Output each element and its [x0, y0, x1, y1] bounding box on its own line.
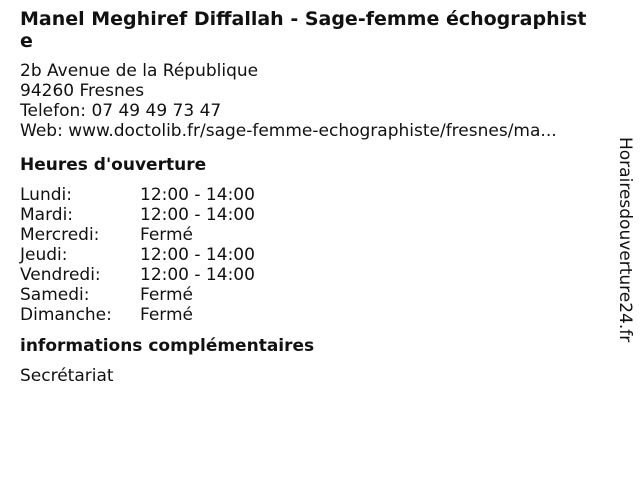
web-label: Web:: [20, 121, 63, 141]
contact-block: [20, 61, 592, 141]
opening-hours-heading: Heures d'ouverture: [20, 155, 207, 175]
day-label: Vendredi:: [20, 265, 101, 285]
hours-row-friday: [20, 265, 592, 285]
hours-row-wednesday: [20, 225, 592, 245]
vertical-brand-watermark: [610, 135, 640, 345]
business-title: Manel Meghiref Diffallah - Sage-femme échographiste: [20, 8, 587, 52]
hours-row-saturday: [20, 285, 592, 305]
day-label: Dimanche:: [20, 305, 112, 325]
day-label: Mercredi:: [20, 225, 100, 245]
web-line: [20, 121, 592, 141]
hours-value: Fermé: [140, 285, 194, 305]
hours-row-tuesday: [20, 205, 592, 225]
additional-info-heading: informations complémentaires: [20, 336, 315, 356]
phone-value: 07 49 49 73 47: [91, 101, 222, 121]
web-value: www.doctolib.fr/sage-femme-echographiste/fresnes/ma...: [68, 121, 557, 141]
phone-label: Telefon:: [20, 101, 87, 121]
hours-value: 12:00 - 14:00: [140, 245, 255, 265]
brand-text: Horairesdouverture24.fr: [615, 137, 635, 343]
address-line-1: 2b Avenue de la République: [20, 61, 259, 81]
hours-row-thursday: [20, 245, 592, 265]
additional-info-text: Secrétariat: [20, 366, 114, 386]
address-line-2: 94260 Fresnes: [20, 81, 145, 101]
hours-value: Fermé: [140, 305, 194, 325]
hours-value: Fermé: [140, 225, 194, 245]
day-label: Lundi:: [20, 185, 72, 205]
day-label: Mardi:: [20, 205, 74, 225]
opening-hours-list: [20, 185, 592, 325]
hours-value: 12:00 - 14:00: [140, 185, 255, 205]
hours-row-monday: [20, 185, 592, 205]
hours-value: 12:00 - 14:00: [140, 205, 255, 225]
day-label: Jeudi:: [20, 245, 68, 265]
hours-value: 12:00 - 14:00: [140, 265, 255, 285]
day-label: Samedi:: [20, 285, 90, 305]
phone-line: [20, 101, 592, 121]
business-details: [20, 8, 592, 386]
hours-row-sunday: [20, 305, 592, 325]
